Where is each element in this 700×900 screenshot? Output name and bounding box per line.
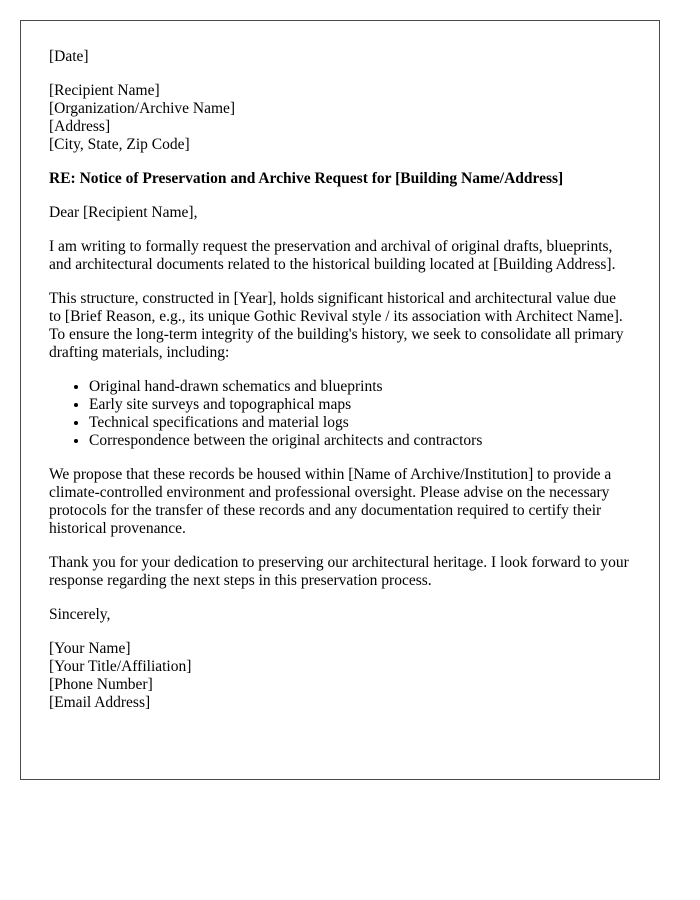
body-paragraph-2: This structure, constructed in [Year], holds significant historical and architectural value due to [Brief Reason, e.g., its unique Gothic Revival style / its association with Architect Name]. To ensure the long-term integrity of the building's history, we seek to consolidate all primary drafting materials, including: [49,290,624,361]
signature-block [49,640,631,712]
materials-list [49,378,631,450]
list-item: • Correspondence between the original architects and contractors [89,432,631,450]
recipient-address: [Address] [49,118,111,135]
recipient-organization: [Organization/Archive Name] [49,100,236,117]
signature-email: [Email Address] [49,694,151,711]
body-paragraph-1: I am writing to formally request the preservation and archival of original drafts, blueprints, and architectural documents related to the historical building located at [Building Address]. [49,238,616,273]
list-item: • Early site surveys and topographical maps [89,396,631,414]
closing: Sincerely, [49,606,111,623]
list-item: • Technical specifications and material logs [89,414,631,432]
salutation: Dear [Recipient Name], [49,204,198,221]
recipient-city-state-zip: [City, State, Zip Code] [49,136,190,153]
letter-page [20,20,660,780]
date-line [49,48,631,66]
signature-phone: [Phone Number] [49,676,153,693]
body-paragraph-4: Thank you for your dedication to preserving our architectural heritage. I look forward to your response regarding the next steps in this preservation process. [49,554,629,589]
signature-title: [Your Title/Affiliation] [49,658,192,675]
date-text: [Date] [49,48,89,65]
list-item: • Original hand-drawn schematics and blueprints [89,378,631,396]
recipient-name: [Recipient Name] [49,82,160,99]
body-paragraph-3: We propose that these records be housed within [Name of Archive/Institution] to provide a climate-controlled environment and professional oversight. Please advise on the necessary protocols for the transfer of these records and any documentation required to certify their historical provenance. [49,466,612,537]
recipient-address-block [49,82,631,154]
subject-line: RE: Notice of Preservation and Archive Request for [Building Name/Address] [49,170,564,187]
signature-name: [Your Name] [49,640,131,657]
